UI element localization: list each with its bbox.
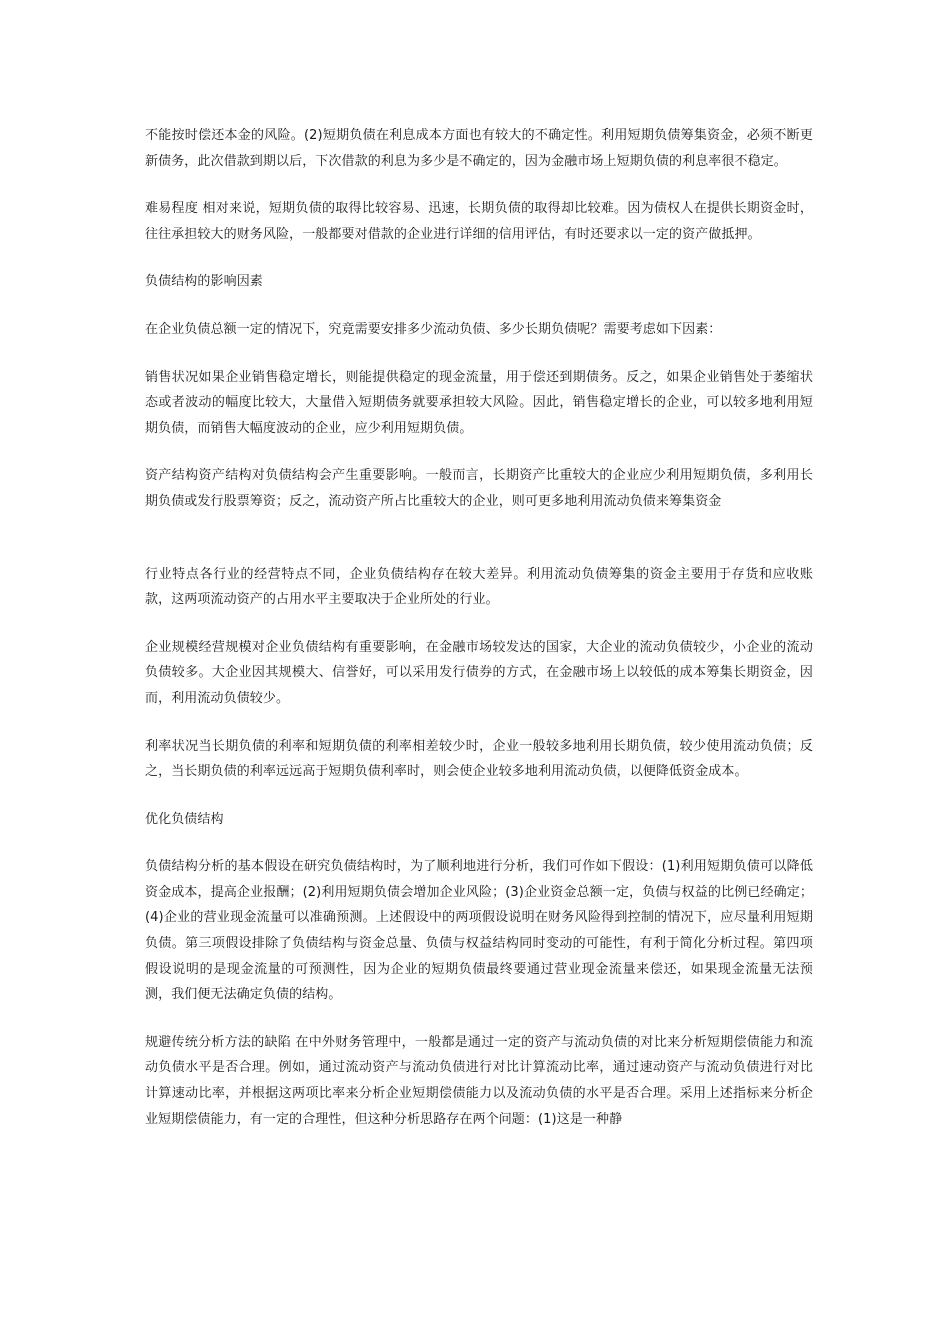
paragraph-traditional-methods: 规避传统分析方法的缺陷 在中外财务管理中，一般都是通过一定的资产与流动负债的对比来分析短期偿债能力和流动负债水平是否合理。例如，通过流动资产与流动负债进行对比计算流动比率，通过速动资产与流动负债进行对比计算速动比率，并根据这两项比率来分析企业短期偿债能力以及流动负债的水平是否合理。采用上述指标来分析企业短期偿债能力，有一定的合理性，但这种分析思路存在两个问题：(1)这是一种静: [145, 1034, 813, 1127]
paragraph-interest-rate: 利率状况当长期负债的利率和短期负债的利率相差较少时，企业一般较多地利用长期负债，较少使用流动负债；反之，当长期负债的利率远远高于短期负债利率时，则会使企业较多地利用流动负债，以便降低资金成本。: [145, 738, 813, 780]
paragraph-assumptions: 负债结构分析的基本假设在研究负债结构时，为了顺利地进行分析，我们可作如下假设：(1)利用短期负债可以降低资金成本，提高企业报酬；(2)利用短期负债会增加企业风险；(3)企业资金总额一定，负债与权益的比例已经确定；(4)企业的营业现金流量可以准确预测。上述假设中的两项假设说明在财务风险得到控制的情况下，应尽量利用短期负债。第三项假设排除了负债结构与资金总量、负债与权益结构同时变动的可能性，有利于简化分析过程。第四项假设说明的是现金流量的可预测性，因为企业的短期负债最终要通过营业现金流量来偿还，如果现金流量无法预测，我们便无法确定负债的结构。: [145, 859, 813, 1003]
paragraph-industry: 行业特点各行业的经营特点不同，企业负债结构存在较大差异。利用流动负债筹集的资金主要用于存货和应收账款，这两项流动资产的占用水平主要取决于企业所处的行业。: [145, 566, 813, 608]
document-body: [145, 123, 813, 1132]
section-heading-factors: 负债结构的影响因素: [145, 274, 263, 290]
paragraph-company-size: 企业规模经营规模对企业负债结构有重要影响，在金融市场较发达的国家，大企业的流动负债较少，小企业的流动负债较多。大企业因其规模大、信誉好，可以采用发行债券的方式，在金融市场上以较低的成本筹集长期资金，因而，利用流动负债较少。: [145, 639, 813, 706]
paragraph-sales: 销售状况如果企业销售稳定增长，则能提供稳定的现金流量，用于偿还到期债务。反之，如果企业销售处于萎缩状态或者波动的幅度比较大，大量借入短期债务就要承担较大风险。因此，销售稳定增长的企业，可以较多地利用短期负债，而销售大幅度波动的企业，应少利用短期负债。: [145, 369, 813, 436]
section-heading-optimize: 优化负债结构: [145, 811, 224, 827]
paragraph-difficulty: 难易程度 相对来说，短期负债的取得比较容易、迅速，长期负债的取得却比较难。因为债权人在提供长期资金时，往往承担较大的财务风险，一般都要对借款的企业进行详细的信用评估，有时还要求以一定的资产做抵押。: [145, 201, 813, 242]
paragraph-principal-risk: 不能按时偿还本金的风险。(2)短期负债在利息成本方面也有较大的不确定性。利用短期负债筹集资金，必须不断更新债务，此次借款到期以后，下次借款的利息为多少是不确定的，因为金融市场上短期负债的利息率很不稳定。: [145, 128, 813, 169]
paragraph-asset-structure: 资产结构资产结构对负债结构会产生重要影响。一般而言，长期资产比重较大的企业应少利用短期负债，多利用长期负债或发行股票筹资；反之，流动资产所占比重较大的企业，则可更多地利用流动负债来筹集资金: [145, 468, 813, 509]
paragraph-factors-intro: 在企业负债总额一定的情况下，究竟需要安排多少流动负债、多少长期负债呢？需要考虑如下因素：: [145, 321, 722, 337]
